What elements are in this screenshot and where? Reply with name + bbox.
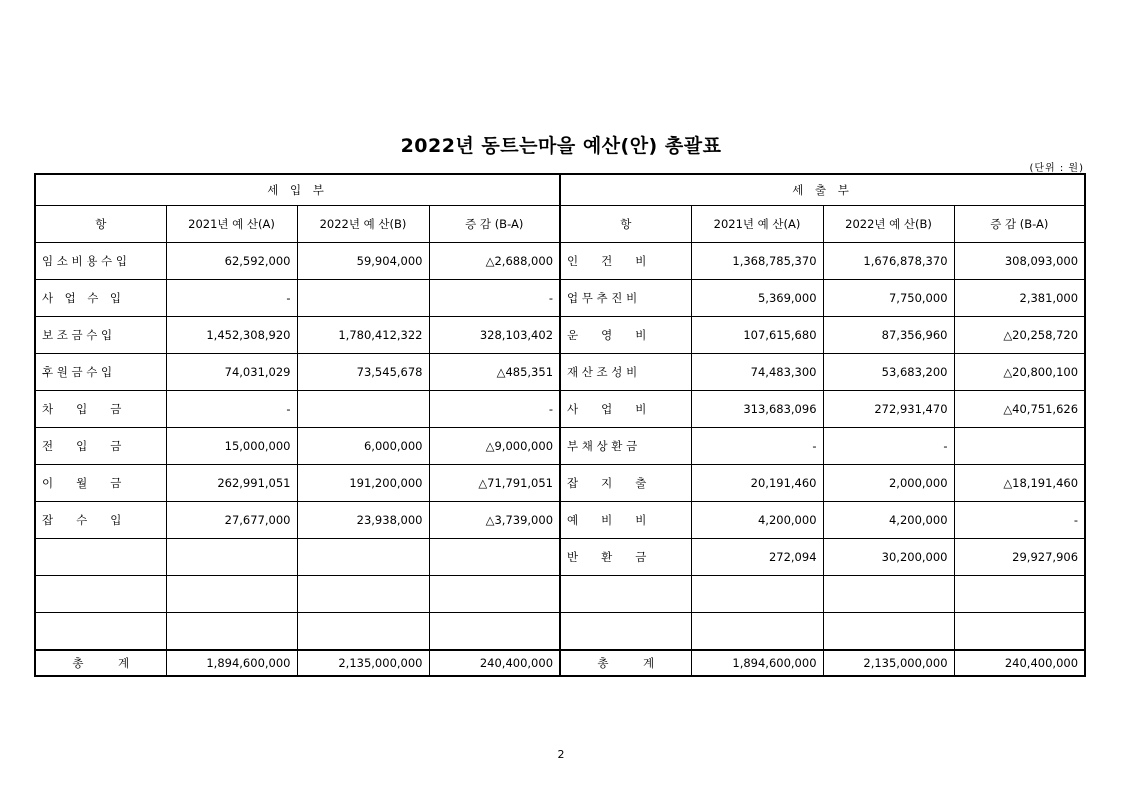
income-item-name: 차 입 금 xyxy=(35,391,166,428)
table-row xyxy=(35,539,1085,576)
table-row xyxy=(35,428,1085,465)
expense-budget-2022: 30,200,000 xyxy=(823,539,954,576)
page-number: 2 xyxy=(557,748,565,761)
income-budget-2022 xyxy=(297,280,429,317)
income-budget-2021: 15,000,000 xyxy=(166,428,297,465)
income-budget-diff: △71,791,051 xyxy=(429,465,560,502)
expense-item-name: 부 채 상 환 금 xyxy=(560,428,691,465)
expense-budget-diff: 29,927,906 xyxy=(954,539,1085,576)
expense-budget-diff xyxy=(954,428,1085,465)
expense-budget-diff: △40,751,626 xyxy=(954,391,1085,428)
income-budget-diff: △9,000,000 xyxy=(429,428,560,465)
income-budget-diff: 328,103,402 xyxy=(429,317,560,354)
expense-budget-2021: 313,683,096 xyxy=(691,391,823,428)
income-budget-2021: 262,991,051 xyxy=(166,465,297,502)
table-row xyxy=(35,317,1085,354)
income-total-2021: 1,894,600,000 xyxy=(166,650,297,676)
expense-budget-diff: - xyxy=(954,502,1085,539)
income-header-2021: 2021년 예 산(A) xyxy=(166,206,297,243)
income-budget-2021: 1,452,308,920 xyxy=(166,317,297,354)
table-row xyxy=(35,465,1085,502)
income-header-2022: 2022년 예 산(B) xyxy=(297,206,429,243)
income-budget-diff: - xyxy=(429,280,560,317)
expense-budget-2021: 5,369,000 xyxy=(691,280,823,317)
expense-budget-2021: 107,615,680 xyxy=(691,317,823,354)
income-budget-2022 xyxy=(297,539,429,576)
expense-header-diff: 증 감 (B-A) xyxy=(954,206,1085,243)
income-budget-diff xyxy=(429,613,560,651)
income-budget-2021 xyxy=(166,539,297,576)
income-item-name: 임 소 비 용 수 입 xyxy=(35,243,166,280)
expense-header-2021: 2021년 예 산(A) xyxy=(691,206,823,243)
expense-budget-2022: - xyxy=(823,428,954,465)
income-budget-2021: 74,031,029 xyxy=(166,354,297,391)
income-budget-2022: 1,780,412,322 xyxy=(297,317,429,354)
table-row xyxy=(35,354,1085,391)
income-section-header: 세 입 부 xyxy=(35,174,560,206)
expense-budget-2022: 4,200,000 xyxy=(823,502,954,539)
expense-item-name: 운 영 비 xyxy=(560,317,691,354)
expense-budget-diff xyxy=(954,576,1085,613)
expense-total-2022: 2,135,000,000 xyxy=(823,650,954,676)
income-total-2022: 2,135,000,000 xyxy=(297,650,429,676)
expense-budget-diff xyxy=(954,613,1085,651)
income-total-diff: 240,400,000 xyxy=(429,650,560,676)
income-budget-2022 xyxy=(297,391,429,428)
expense-budget-diff: △18,191,460 xyxy=(954,465,1085,502)
expense-total-label: 총 계 xyxy=(560,650,691,676)
table-row xyxy=(35,243,1085,280)
income-budget-diff: △485,351 xyxy=(429,354,560,391)
income-budget-2022 xyxy=(297,613,429,651)
table-row xyxy=(35,391,1085,428)
expense-budget-2021: 1,368,785,370 xyxy=(691,243,823,280)
expense-budget-2021: 4,200,000 xyxy=(691,502,823,539)
expense-budget-2022: 87,356,960 xyxy=(823,317,954,354)
income-budget-2022: 23,938,000 xyxy=(297,502,429,539)
income-budget-2022: 59,904,000 xyxy=(297,243,429,280)
expense-budget-2022: 2,000,000 xyxy=(823,465,954,502)
expense-item-name xyxy=(560,613,691,651)
income-budget-2021: - xyxy=(166,391,297,428)
income-item-name: 잡 수 입 xyxy=(35,502,166,539)
expense-budget-2022: 1,676,878,370 xyxy=(823,243,954,280)
income-budget-2022: 73,545,678 xyxy=(297,354,429,391)
expense-budget-2021 xyxy=(691,613,823,651)
section-header-row xyxy=(35,174,1085,206)
table-row xyxy=(35,613,1085,651)
expense-item-name: 반 환 금 xyxy=(560,539,691,576)
income-budget-2021 xyxy=(166,613,297,651)
unit-label: (단위 : 원) xyxy=(1029,163,1084,174)
expense-budget-diff: △20,258,720 xyxy=(954,317,1085,354)
expense-budget-2021: 74,483,300 xyxy=(691,354,823,391)
expense-header-2022: 2022년 예 산(B) xyxy=(823,206,954,243)
expense-budget-2021: 20,191,460 xyxy=(691,465,823,502)
income-budget-2021 xyxy=(166,576,297,613)
expense-budget-2022 xyxy=(823,576,954,613)
expense-section-header: 세 출 부 xyxy=(560,174,1085,206)
income-header-item: 항 xyxy=(35,206,166,243)
income-budget-2021: 62,592,000 xyxy=(166,243,297,280)
expense-budget-diff: 308,093,000 xyxy=(954,243,1085,280)
income-total-label: 총 계 xyxy=(35,650,166,676)
expense-budget-2021: 272,094 xyxy=(691,539,823,576)
income-budget-2022: 6,000,000 xyxy=(297,428,429,465)
expense-total-diff: 240,400,000 xyxy=(954,650,1085,676)
expense-item-name: 잡 지 출 xyxy=(560,465,691,502)
expense-item-name: 업 무 추 진 비 xyxy=(560,280,691,317)
income-budget-diff xyxy=(429,576,560,613)
income-budget-diff: △3,739,000 xyxy=(429,502,560,539)
expense-budget-2022: 7,750,000 xyxy=(823,280,954,317)
expense-budget-diff: 2,381,000 xyxy=(954,280,1085,317)
income-budget-diff: △2,688,000 xyxy=(429,243,560,280)
income-budget-diff: - xyxy=(429,391,560,428)
table-row xyxy=(35,280,1085,317)
income-item-name: 보 조 금 수 입 xyxy=(35,317,166,354)
income-item-name: 이 월 금 xyxy=(35,465,166,502)
budget-summary-table xyxy=(34,173,1086,677)
expense-budget-2022: 53,683,200 xyxy=(823,354,954,391)
income-budget-2022 xyxy=(297,576,429,613)
income-budget-2022: 191,200,000 xyxy=(297,465,429,502)
income-item-name xyxy=(35,576,166,613)
expense-budget-diff: △20,800,100 xyxy=(954,354,1085,391)
expense-item-name xyxy=(560,576,691,613)
expense-budget-2022: 272,931,470 xyxy=(823,391,954,428)
income-header-diff: 증 감 (B-A) xyxy=(429,206,560,243)
expense-budget-2021 xyxy=(691,576,823,613)
page-title: 2022년 동트는마을 예산(안) 총괄표 xyxy=(400,135,722,157)
income-budget-2021: - xyxy=(166,280,297,317)
column-header-row xyxy=(35,206,1085,243)
expense-item-name: 예 비 비 xyxy=(560,502,691,539)
total-row xyxy=(35,650,1085,676)
expense-budget-2022 xyxy=(823,613,954,651)
income-item-name: 후 원 금 수 입 xyxy=(35,354,166,391)
income-item-name: 전 입 금 xyxy=(35,428,166,465)
expense-item-name: 사 업 비 xyxy=(560,391,691,428)
expense-header-item: 항 xyxy=(560,206,691,243)
income-budget-diff xyxy=(429,539,560,576)
table-row xyxy=(35,576,1085,613)
income-item-name xyxy=(35,539,166,576)
expense-budget-2021: - xyxy=(691,428,823,465)
expense-total-2021: 1,894,600,000 xyxy=(691,650,823,676)
expense-item-name: 인 건 비 xyxy=(560,243,691,280)
income-item-name xyxy=(35,613,166,651)
expense-item-name: 재 산 조 성 비 xyxy=(560,354,691,391)
income-budget-2021: 27,677,000 xyxy=(166,502,297,539)
income-item-name: 사 업 수 입 xyxy=(35,280,166,317)
table-row xyxy=(35,502,1085,539)
